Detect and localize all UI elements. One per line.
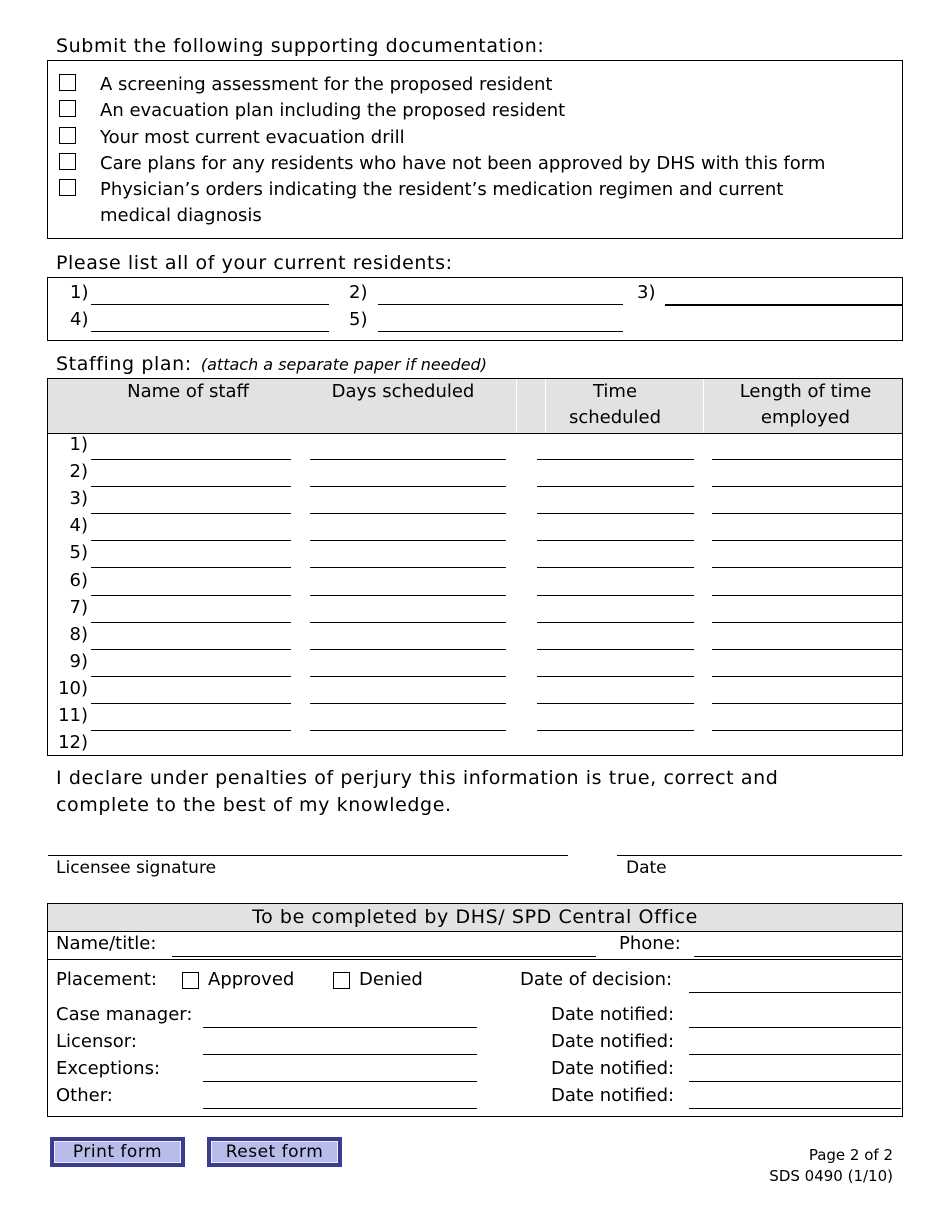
declaration-line-1: I declare under penalties of perjury this information is true, correct and xyxy=(56,767,779,789)
staff-days-field-4[interactable] xyxy=(310,540,506,541)
staff-time-field-8[interactable] xyxy=(537,649,694,650)
column-header-name: Name of staff xyxy=(127,381,249,402)
staff-time-field-2[interactable] xyxy=(537,486,694,487)
doc-item-label: medical diagnosis xyxy=(100,205,262,226)
name-title-field[interactable] xyxy=(172,956,596,957)
office-title: To be completed by DHS/ SPD Central Office xyxy=(48,904,902,932)
page-number: Page 2 of 2 xyxy=(808,1146,893,1164)
column-header-length: Length of time xyxy=(739,381,872,402)
date-notified-label: Date notified: xyxy=(551,1004,675,1025)
other-date-field[interactable] xyxy=(689,1108,901,1109)
print-form-label: Print form xyxy=(54,1141,181,1163)
doc-checkbox-evacuation-drill[interactable] xyxy=(59,127,76,144)
staff-days-field-9[interactable] xyxy=(310,676,506,677)
staff-name-field-7[interactable] xyxy=(91,622,291,623)
resident-number: 1) xyxy=(70,282,89,303)
staff-days-field-3[interactable] xyxy=(310,513,506,514)
date-notified-label: Date notified: xyxy=(551,1058,675,1079)
exceptions-date-field[interactable] xyxy=(689,1081,901,1082)
staff-days-field-7[interactable] xyxy=(310,622,506,623)
date-notified-label: Date notified: xyxy=(551,1085,675,1106)
staff-length-field-10[interactable] xyxy=(712,703,902,704)
staff-length-field-2[interactable] xyxy=(712,486,902,487)
date-label: Date xyxy=(626,858,667,878)
licensor-date-field[interactable] xyxy=(689,1054,901,1055)
staff-days-field-11[interactable] xyxy=(310,730,506,731)
licensor-label: Licensor: xyxy=(56,1031,137,1052)
resident-number: 3) xyxy=(637,282,656,303)
case-manager-label: Case manager: xyxy=(56,1004,193,1025)
staff-time-field-6[interactable] xyxy=(537,595,694,596)
staff-length-field-11[interactable] xyxy=(712,730,902,731)
staff-row-number: 1) xyxy=(69,434,88,455)
staff-length-field-4[interactable] xyxy=(712,540,902,541)
staff-length-field-1[interactable] xyxy=(712,459,902,460)
staff-name-field-6[interactable] xyxy=(91,595,291,596)
staff-length-field-3[interactable] xyxy=(712,513,902,514)
column-header-length-2: employed xyxy=(760,407,851,428)
column-header-time: Time xyxy=(592,381,638,402)
date-of-decision-label: Date of decision: xyxy=(520,969,673,990)
doc-checkbox-physician-orders[interactable] xyxy=(59,179,76,196)
resident-field-1[interactable] xyxy=(91,304,329,305)
staff-row-number: 12) xyxy=(58,732,88,754)
office-box xyxy=(47,903,903,1117)
staff-time-field-9[interactable] xyxy=(537,676,694,677)
signature-line[interactable] xyxy=(48,855,568,856)
column-header-time-2: scheduled xyxy=(568,407,662,428)
staff-days-field-8[interactable] xyxy=(310,649,506,650)
staff-row-number: 10) xyxy=(58,677,88,699)
staff-time-field-4[interactable] xyxy=(537,540,694,541)
staff-days-field-10[interactable] xyxy=(310,703,506,704)
staff-row-number: 7) xyxy=(69,596,88,618)
staff-length-field-8[interactable] xyxy=(712,649,902,650)
resident-number: 5) xyxy=(349,309,368,330)
doc-checkbox-evacuation-plan[interactable] xyxy=(59,100,76,117)
staff-length-field-7[interactable] xyxy=(712,622,902,623)
staffing-heading-wrap xyxy=(56,353,487,375)
staff-length-field-5[interactable] xyxy=(712,567,902,568)
exceptions-field[interactable] xyxy=(203,1081,477,1082)
denied-label: Denied xyxy=(359,969,423,990)
staff-days-field-6[interactable] xyxy=(310,595,506,596)
staff-row-number: 8) xyxy=(69,623,88,645)
form-id: SDS 0490 (1/10) xyxy=(769,1167,893,1185)
case-manager-date-field[interactable] xyxy=(689,1027,901,1028)
resident-number: 4) xyxy=(70,309,89,330)
approved-checkbox[interactable] xyxy=(182,972,199,989)
staff-time-field-5[interactable] xyxy=(537,567,694,568)
staff-time-field-1[interactable] xyxy=(537,459,694,460)
staffing-heading: Staffing plan: xyxy=(56,353,192,375)
resident-field-3[interactable] xyxy=(665,304,902,305)
resident-field-2[interactable] xyxy=(378,304,623,305)
resident-field-4[interactable] xyxy=(91,331,329,332)
staffing-table-header xyxy=(48,379,902,434)
reset-form-button[interactable] xyxy=(207,1137,342,1167)
declaration-text xyxy=(56,765,778,819)
staff-days-field-2[interactable] xyxy=(310,486,506,487)
staff-days-field-1[interactable] xyxy=(310,459,506,460)
staff-name-field-11[interactable] xyxy=(91,730,291,731)
staffing-note: (attach a separate paper if needed) xyxy=(200,355,487,374)
doc-checkbox-screening[interactable] xyxy=(59,74,76,91)
signature-label: Licensee signature xyxy=(56,858,217,878)
staff-name-field-2[interactable] xyxy=(91,486,291,487)
column-header-days: Days scheduled xyxy=(331,381,475,402)
resident-number: 2) xyxy=(349,282,368,303)
staff-time-field-3[interactable] xyxy=(537,513,694,514)
staff-row-number: 2) xyxy=(69,461,88,483)
exceptions-label: Exceptions: xyxy=(56,1058,161,1079)
staff-time-field-10[interactable] xyxy=(537,703,694,704)
declaration-line-2: complete to the best of my knowledge. xyxy=(56,794,452,816)
other-label: Other: xyxy=(56,1085,113,1106)
doc-item-label: Care plans for any residents who have not been approved by DHS with this form xyxy=(100,153,826,174)
staffing-table xyxy=(47,378,903,756)
date-line[interactable] xyxy=(617,855,902,856)
staff-row-number: 9) xyxy=(69,650,88,672)
supporting-docs-box xyxy=(47,60,903,239)
approved-label: Approved xyxy=(208,969,295,990)
staff-length-field-6[interactable] xyxy=(712,595,902,596)
doc-item-label: A screening assessment for the proposed resident xyxy=(100,74,553,95)
staff-time-field-11[interactable] xyxy=(537,730,694,731)
residents-heading: Please list all of your current residents: xyxy=(56,252,453,274)
staff-name-field-3[interactable] xyxy=(91,513,291,514)
phone-label: Phone: xyxy=(619,933,681,954)
date-notified-label: Date notified: xyxy=(551,1031,675,1052)
staff-row-number: 11) xyxy=(58,705,88,726)
staff-name-field-9[interactable] xyxy=(91,676,291,677)
staff-row-number: 5) xyxy=(69,542,88,564)
staff-name-field-10[interactable] xyxy=(91,703,291,704)
staff-name-field-5[interactable] xyxy=(91,567,291,568)
doc-item-label: An evacuation plan including the proposed resident xyxy=(100,100,566,121)
licensor-field[interactable] xyxy=(203,1054,477,1055)
staff-days-field-5[interactable] xyxy=(310,567,506,568)
staff-name-field-1[interactable] xyxy=(91,459,291,460)
staff-length-field-9[interactable] xyxy=(712,676,902,677)
staff-name-field-8[interactable] xyxy=(91,649,291,650)
residents-box xyxy=(47,277,903,341)
staff-row-number: 6) xyxy=(69,569,88,591)
placement-label: Placement: xyxy=(56,969,157,990)
resident-field-5[interactable] xyxy=(378,331,623,332)
denied-checkbox[interactable] xyxy=(333,972,350,989)
footer xyxy=(769,1145,893,1187)
reset-form-label: Reset form xyxy=(211,1141,338,1163)
phone-field[interactable] xyxy=(694,956,901,957)
doc-item-label: Physician’s orders indicating the resident’s medication regimen and current xyxy=(100,179,784,200)
print-form-button[interactable] xyxy=(50,1137,185,1167)
other-field[interactable] xyxy=(203,1108,477,1109)
staff-row-number: 4) xyxy=(69,515,88,537)
staff-name-field-4[interactable] xyxy=(91,540,291,541)
doc-checkbox-care-plans[interactable] xyxy=(59,153,76,170)
date-of-decision-field[interactable] xyxy=(689,992,901,993)
staff-row-number: 3) xyxy=(69,488,88,510)
name-title-label: Name/title: xyxy=(56,933,157,954)
staff-time-field-7[interactable] xyxy=(537,622,694,623)
supporting-docs-heading: Submit the following supporting documentation: xyxy=(56,35,545,57)
case-manager-field[interactable] xyxy=(203,1027,477,1028)
doc-item-label: Your most current evacuation drill xyxy=(100,127,405,148)
